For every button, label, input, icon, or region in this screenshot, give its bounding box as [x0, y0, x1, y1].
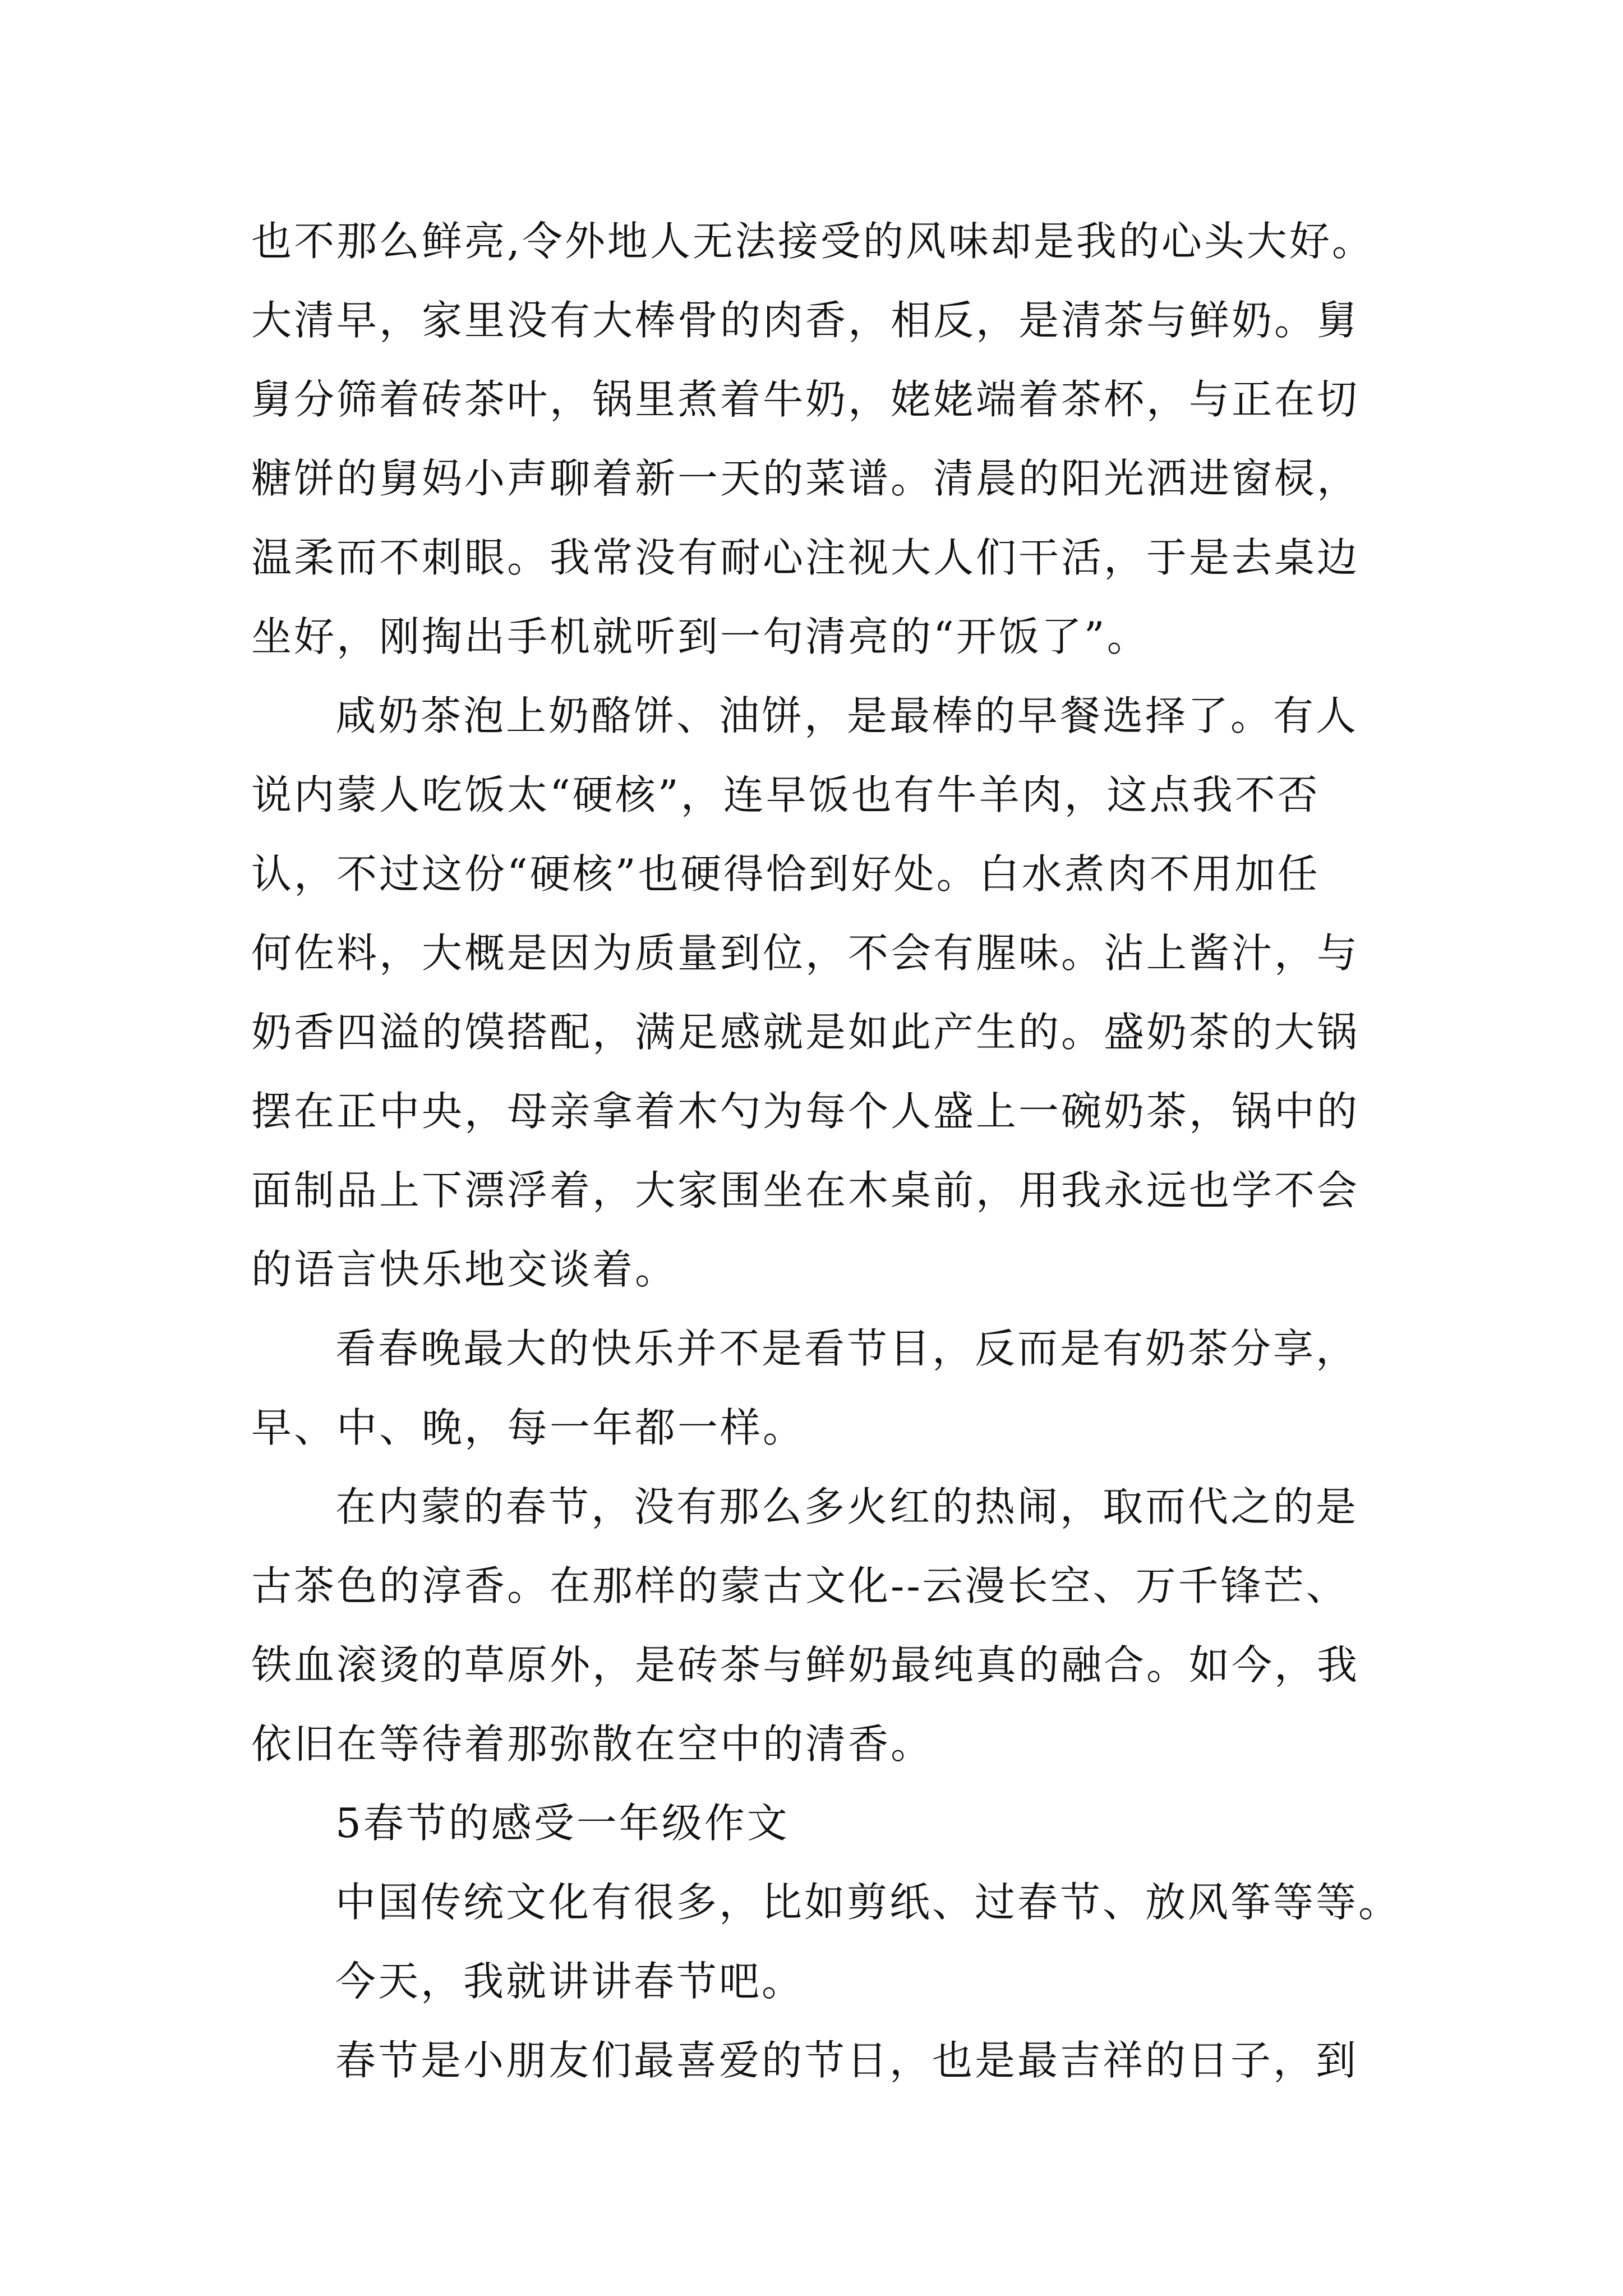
text-line: 面制品上下漂浮着，大家围坐在木桌前，用我永远也学不会	[251, 1167, 1360, 1214]
text-line: 糖饼的舅妈小声聊着新一天的菜谱。清晨的阳光洒进窗棂，	[251, 455, 1360, 502]
text-line: 大清早，家里没有大棒骨的肉香，相反，是清茶与鲜奶。舅	[251, 297, 1360, 344]
text-line: 依旧在等待着那弥散在空中的清香。	[251, 1720, 934, 1768]
text-line: 的语言快乐地交谈着。	[251, 1246, 678, 1293]
text-line: 春节是小朋友们最喜爱的节日，也是最吉祥的日子，到	[335, 2037, 1359, 2084]
text-line: 铁血滚烫的草原外，是砖茶与鲜奶最纯真的融合。如今，我	[251, 1641, 1360, 1688]
text-line: 咸奶茶泡上奶酪饼、油饼，是最棒的早餐选择了。有人	[335, 692, 1359, 739]
text-line: 摆在正中央，母亲拿着木勺为每个人盛上一碗奶茶，锅中的	[251, 1088, 1360, 1135]
text-line: 在内蒙的春节，没有那么多火红的热闹，取而代之的是	[335, 1483, 1359, 1530]
text-line: 5春节的感受一年级作文	[335, 1800, 790, 1847]
text-line: 舅分筛着砖茶叶，锅里煮着牛奶，姥姥端着茶杯，与正在切	[251, 376, 1360, 423]
text-line: 古茶色的淳香。在那样的蒙古文化--云漫长空、万千锋芒、	[251, 1562, 1349, 1609]
text-line: 坐好，刚掏出手机就听到一句清亮的“开饭了”。	[251, 613, 1150, 660]
text-line: 看春晚最大的快乐并不是看节目，反而是有奶茶分享，	[335, 1325, 1359, 1372]
text-line: 奶香四溢的馍搭配，满足感就是如此产生的。盛奶茶的大锅	[251, 1009, 1360, 1056]
text-line: 早、中、晚，每一年都一样。	[251, 1404, 806, 1451]
text-line: 温柔而不刺眼。我常没有耐心注视大人们干活，于是去桌边	[251, 534, 1360, 581]
text-line: 也不那么鲜亮,令外地人无法接受的风味却是我的心头大好。	[251, 218, 1375, 265]
text-line: 中国传统文化有很多，比如剪纸、过春节、放风筝等等。	[335, 1879, 1401, 1926]
text-line: 认，不过这份“硬核”也硬得恰到好处。白水煮肉不用加任	[251, 850, 1320, 898]
body-text	[251, 202, 1463, 2100]
text-line: 何佐料，大概是因为质量到位，不会有腥味。沾上酱汁，与	[251, 930, 1360, 977]
text-line: 今天，我就讲讲春节吧。	[335, 1958, 805, 2005]
text-line: 说内蒙人吃饭太“硬核”，连早饭也有牛羊肉，这点我不否	[251, 771, 1320, 818]
